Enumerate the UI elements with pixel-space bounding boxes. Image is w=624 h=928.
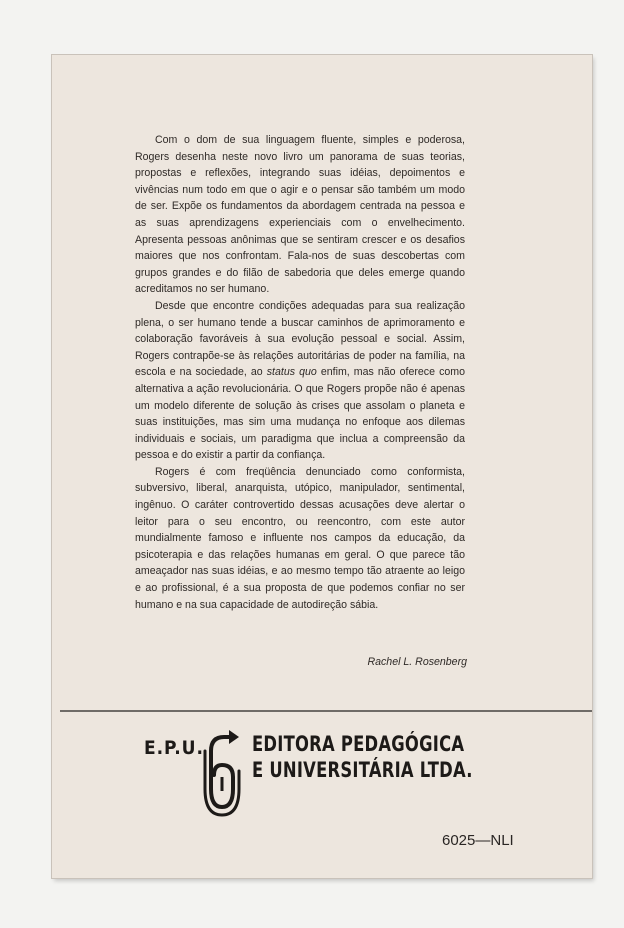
divider-rule (60, 710, 592, 712)
publisher-abbrev: E.P.U. (144, 737, 204, 759)
blurb-paragraph-2-part-2: enfim, mas não oferece como alternativa a ação revolucionária. O que Rogers propõe não é apenas um modelo diferente de solução às crises que assolam o planeta e suas instituições, mas sim uma mudança no enfoque aos dilemas individuais e sociais, um paradigma que inclua a compreensão da pessoa e do existir a partir da confiança. (135, 366, 465, 462)
blurb-paragraph-2-part-1: Desde que encontre condições adequadas para sua realização plena, o ser humano tende a buscar caminhos de aprimoramento e colaboração favoráveis à sua evolução pessoal e social. Assim, Rogers contrapõe-se às relações autoritárias de poder na família, na escola e na sociedade, ao (135, 299, 465, 379)
blurb-text (135, 132, 465, 613)
catalog-code: 6025—NLI (442, 832, 514, 849)
blurb-paragraph-3: Rogers é com freqüência denunciado como conformista, subversivo, liberal, anarquista, utópico, manipulador, sentimental, ingênuo. O caráter controvertido dessas acusações deve alertar o leitor para o seu encontro, ou reencontro, com este autor mundialmente famoso e influente nos campos da educação, da psicoterapia e das relações humanas em geral. O que parece tão ameaçador nas suas idéias, e ao mesmo tempo tão atraente ao leigo e ao profissional, é a sua proposta de que podemos confiar no ser humano e na sua capacidade de autodireção sábia. (135, 465, 465, 611)
publisher-name-line-2: E UNIVERSITÁRIA LTDA. (252, 758, 473, 782)
book-back-cover (52, 55, 592, 878)
publisher-name-line-1: EDITORA PEDAGÓGICA (252, 732, 465, 756)
author-signature: Rachel L. Rosenberg (367, 656, 467, 668)
blurb-paragraph-2 (135, 298, 465, 464)
epu-emblem-icon (202, 727, 242, 817)
blurb-italic-term: status quo (266, 366, 317, 379)
publisher-logo-row (144, 727, 574, 817)
publisher-name (252, 731, 473, 783)
blurb-paragraph-1: Com o dom de sua linguagem fluente, simples e poderosa, Rogers desenha neste novo livro um panorama de suas teorias, propostas e reflexões, integrando suas idéias, depoimentos e vivências num todo em que o agir e o pensar são também um modo de ser. Expõe os fundamentos da abordagem centrada na pessoa e as suas aprendizagens experienciais com o envelhecimento. Apresenta pessoas anônimas que se sentiram crescer e os desafios maiores que nos confrontam. Fala-nos de suas descobertas com grupos grandes e do filão de sabedoria que deles emerge quando acreditamos no ser humano. (135, 134, 465, 296)
